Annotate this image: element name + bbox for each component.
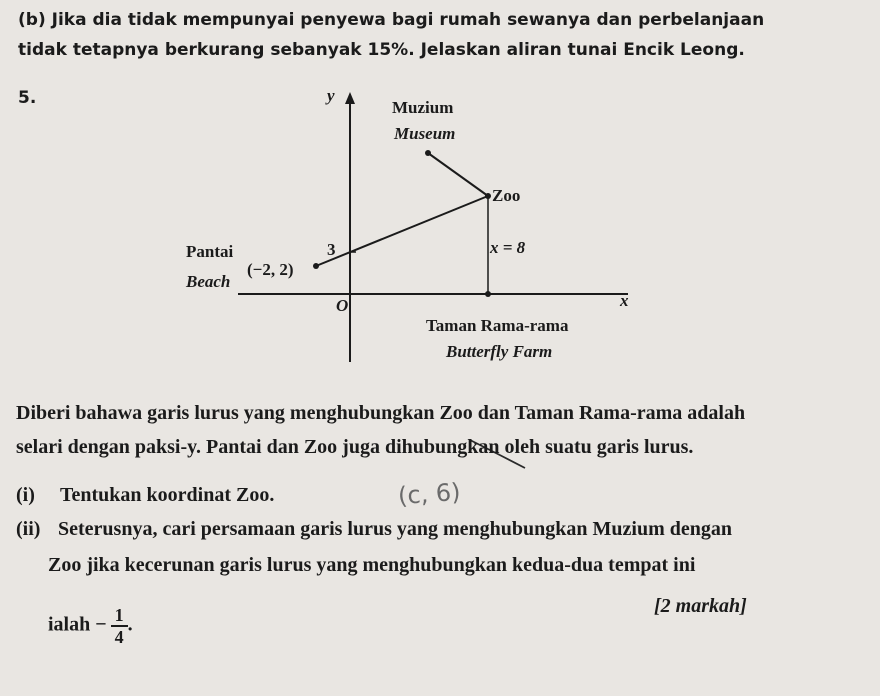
question-ii-prefix: ialah [48, 613, 91, 636]
beach-english-label: Beach [186, 272, 231, 291]
farm-malay-label: Taman Rama-rama [426, 316, 569, 335]
farm-point [485, 291, 491, 297]
question-i-number: (i) [16, 484, 35, 506]
zoo-point [485, 193, 491, 199]
museum-malay-label: Muzium [392, 98, 454, 117]
question-ii-line-3 [48, 605, 133, 647]
question-ii-line-2: Zoo jika kecerunan garis lurus yang menghubungkan kedua-dua tempat ini [48, 554, 696, 576]
part-b-line-2: tidak tetapnya berkurang sebanyak 15%. Jelaskan aliran tunai Encik Leong. [18, 40, 745, 60]
museum-point [425, 150, 431, 156]
zoo-label: Zoo [492, 186, 521, 205]
x-axis-label: x [620, 291, 629, 310]
body-line-2: selari dengan paksi-y. Pantai dan Zoo juga dihubungkan oleh suatu garis lurus. [16, 436, 694, 458]
beach-point [313, 263, 319, 269]
origin-label: O [336, 296, 349, 315]
beach-zoo-line [316, 196, 488, 266]
question-i-text: Tentukan koordinat Zoo. [60, 484, 275, 506]
beach-coordinate-label: (−2, 2) [247, 260, 294, 279]
fraction-suffix: . [127, 613, 133, 636]
fraction-sign: − [95, 613, 107, 636]
question-ii-number: (ii) [16, 518, 41, 540]
fraction-numerator: 1 [111, 605, 128, 627]
museum-english-label: Museum [394, 124, 456, 143]
y-intercept-label: 3 [327, 240, 336, 259]
farm-english-label: Butterfly Farm [446, 342, 553, 361]
fraction-denominator: 4 [114, 627, 124, 647]
y-axis-label: y [327, 86, 335, 105]
body-line-1: Diberi bahawa garis lurus yang menghubungkan Zoo dan Taman Rama-rama adalah [16, 402, 746, 424]
question-number: 5. [18, 88, 37, 108]
pencil-note: (c, 6) [397, 477, 462, 511]
museum-zoo-line [428, 153, 488, 196]
x-equals-8-label: x = 8 [490, 238, 526, 257]
y-axis-arrow [345, 92, 355, 104]
question-ii-line-1: Seterusnya, cari persamaan garis lurus yang menghubungkan Muzium dengan [58, 518, 732, 540]
beach-malay-label: Pantai [186, 242, 234, 261]
marks-label: [2 markah] [654, 595, 747, 617]
part-b-line-1: (b) Jika dia tidak mempunyai penyewa bagi rumah sewanya dan perbelanjaan [18, 10, 765, 30]
gradient-fraction [111, 605, 128, 647]
